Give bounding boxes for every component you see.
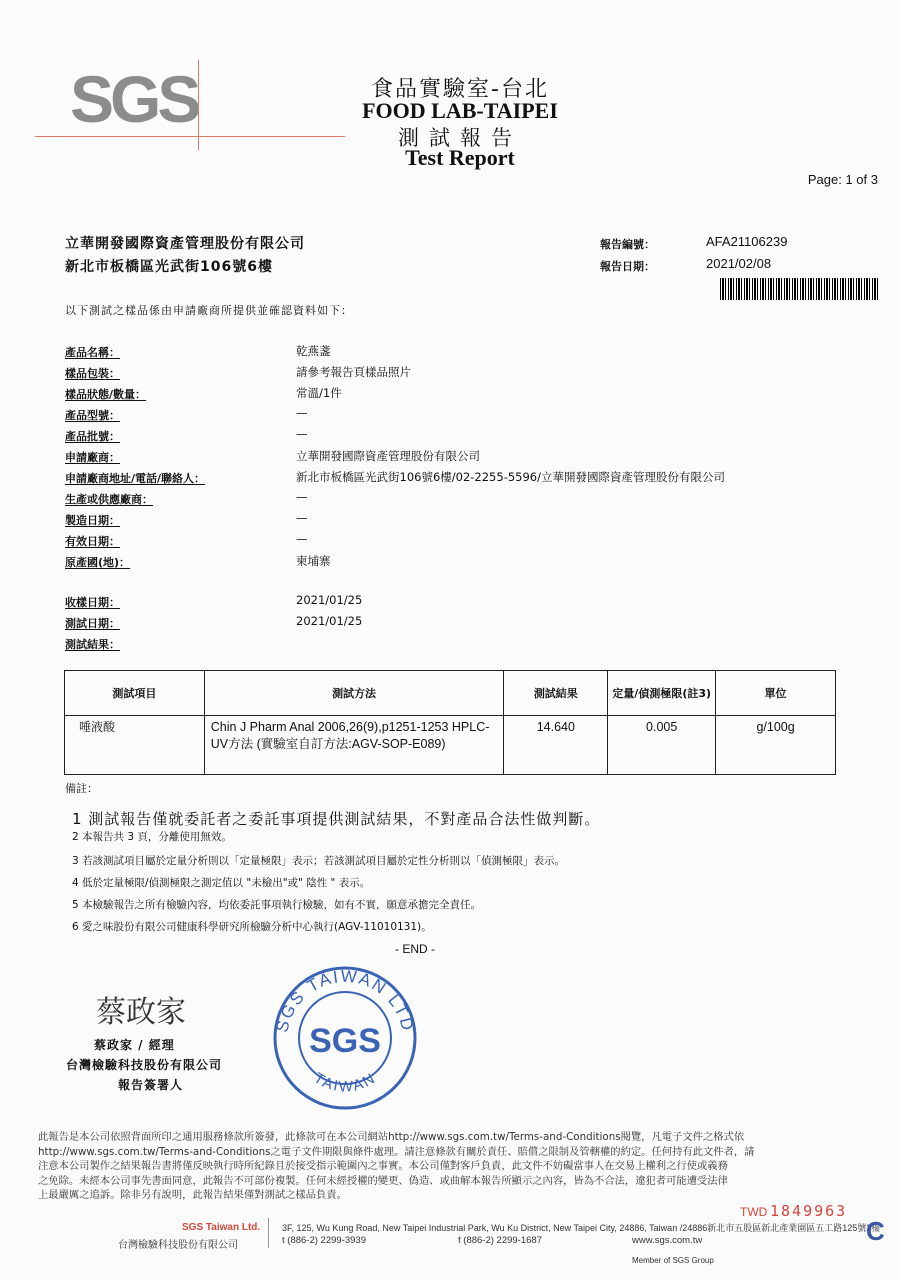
footer-line: 注意本公司製作之結果報告書將僅反映執行時所紀錄且於接受指示範圍內之事實。本公司僅對客戶負責，此文件不妨礙當事人在交易上權利之行使或義務 — [38, 1160, 728, 1172]
seal-top-text: SGS TAIWAN LTD — [272, 966, 418, 1035]
field-label: 產品名稱： — [65, 346, 120, 359]
note: 1 測試報告僅就委託者之委託事項提供測試結果，不對產品合法性做判斷。 — [72, 810, 601, 828]
note: 2 本報告共 3 頁，分離使用無效。 — [72, 831, 232, 843]
client-name: 立華開發國際資產管理股份有限公司 — [65, 236, 305, 252]
test-date: 2021/01/25 — [296, 614, 363, 628]
unit: g/100g — [716, 716, 836, 775]
field-label: 產品批號： — [65, 430, 120, 443]
report-date-label: 報告日期： — [600, 260, 655, 273]
logo-rule-vertical — [198, 60, 199, 150]
field-label: 申請廠商： — [65, 451, 120, 464]
column-header: 測試方法 — [204, 671, 504, 716]
footer-website: www.sgs.com.tw — [632, 1235, 703, 1246]
field-label: 申請廠商地址/電話/聯絡人： — [65, 472, 206, 485]
field-value: — — [296, 406, 308, 420]
results-table — [64, 670, 836, 775]
field-value: 請參考報告頁樣品照片 — [296, 365, 411, 379]
field-value: 乾燕盞 — [296, 344, 331, 358]
report-title-en: Test Report — [405, 145, 515, 170]
report-number: AFA21106239 — [706, 234, 788, 249]
footer-company-en: SGS Taiwan Ltd. — [182, 1222, 261, 1233]
lab-name-zh: 食品實驗室-台北 — [371, 77, 549, 102]
footer-company-zh: 台灣檢驗科技股份有限公司 — [118, 1240, 238, 1251]
column-header: 單位 — [716, 671, 836, 716]
field-label: 產品型號： — [65, 409, 120, 422]
report-date: 2021/02/08 — [706, 256, 772, 271]
signer-company: 台灣檢驗科技股份有限公司 — [66, 1058, 223, 1072]
footer-line: 上最嚴厲之追訴。除非另有說明，此報告結果僅對測試之樣品負責。 — [38, 1189, 347, 1201]
field-label: 樣品包裝： — [65, 367, 120, 380]
table-row — [65, 716, 836, 775]
footer-address: 3F, 125, Wu Kung Road, New Taipei Industrial Park, Wu Ku District, New Taipei City, 24886, Taiwan /24886新北市五股區新北產業園區五工路125號3樓 — [282, 1223, 881, 1233]
field-value: 常溫/1件 — [296, 386, 342, 400]
footer-divider — [268, 1218, 269, 1248]
lab-name-en: FOOD LAB-TAIPEI — [362, 98, 558, 123]
test-date-label: 測試日期： — [65, 617, 120, 630]
received-date: 2021/01/25 — [296, 593, 363, 607]
remark-label: 備註： — [65, 782, 98, 795]
detection-limit: 0.005 — [608, 716, 716, 775]
page-number: Page: 1 of 3 — [807, 172, 878, 187]
column-header: 測試項目 — [65, 671, 205, 716]
seal-bottom-text: TAIWAN — [310, 1069, 380, 1096]
logo-rule — [35, 136, 345, 137]
test-item: 唾液酸 — [65, 716, 205, 775]
signer-name: 蔡政家 / 經理 — [94, 1038, 175, 1052]
received-date-label: 收樣日期： — [65, 596, 120, 609]
intro-text: 以下測試之樣品係由申請廠商所提供並確認資料如下： — [65, 304, 353, 317]
table-header-row — [65, 671, 836, 716]
test-result-label: 測試結果： — [65, 638, 120, 651]
report-number-label: 報告編號： — [600, 238, 655, 251]
test-method: Chin J Pharm Anal 2006,26(9),p1251-1253 HPLC-UV方法 (實驗室自訂方法:AGV-SOP-E089) — [204, 716, 504, 775]
handwritten-signature: 蔡政家 — [96, 995, 186, 1030]
footer-disclaimer — [38, 1130, 863, 1203]
form-letter: C — [866, 1216, 885, 1246]
field-label: 樣品狀態/數量： — [65, 388, 147, 401]
field-value: — — [296, 532, 308, 546]
note: 5 本檢驗報告之所有檢驗內容，均依委託事項執行檢驗，如有不實，願意承擔完全責任。 — [72, 899, 482, 911]
field-label: 原產國(地)： — [65, 556, 131, 569]
sgs-logo-text: SGS — [70, 62, 198, 136]
footer-line: 此報告是本公司依照背面所印之通用服務條款所簽發，此條款可在本公司網站http://www.sgs.com.tw/Terms-and-Conditions閱覽，凡電子文件之格式依 — [38, 1131, 745, 1143]
field-value: 立華開發國際資產管理股份有限公司 — [296, 449, 480, 463]
field-value: — — [296, 490, 308, 504]
seal-center-text: SGS — [309, 1022, 381, 1060]
note: 3 若該測試項目屬於定量分析則以「定量極限」表示；若該測試項目屬於定性分析則以「偵測極限」表示。 — [72, 855, 566, 867]
end-marker: - END - — [395, 942, 435, 956]
column-header: 定量/偵測極限(註3) — [608, 671, 716, 716]
field-label: 有效日期： — [65, 535, 120, 548]
footer-phone: t (886-2) 2299-3939 — [282, 1235, 366, 1246]
barcode — [720, 278, 880, 300]
footer-fax: f (886-2) 2299-1687 — [458, 1235, 542, 1246]
serial-prefix: TWD — [740, 1205, 768, 1219]
footer-line: http://www.sgs.com.tw/Terms-and-Conditions之電子文件期限與條件處理。請注意條款有關於責任、賠償之限制及管轄權的約定。任何持有此文件者，請 — [38, 1145, 755, 1158]
field-value: 新北市板橋區光武街106號6樓/02-2255-5596/立華開發國際資產管理股份有限公司 — [296, 470, 725, 484]
member-of-sgs: Member of SGS Group — [632, 1256, 714, 1265]
report-title-zh: 測試報告 — [398, 126, 522, 150]
column-header: 測試結果 — [504, 671, 608, 716]
field-label: 生產或供應廠商： — [65, 493, 153, 506]
field-value: 柬埔寨 — [296, 554, 331, 568]
serial-number: 1849963 — [770, 1202, 848, 1220]
field-value: — — [296, 511, 308, 525]
client-address: 新北市板橋區光武街106號6樓 — [65, 259, 273, 275]
footer-line: 之免除。未經本公司事先書面同意，此報告不可部份複製。任何未經授權的變更、偽造、或曲解本報告所顯示之內容，皆為不合法，違犯者可能遭受法律 — [38, 1174, 728, 1187]
test-result: 14.640 — [504, 716, 608, 775]
field-label: 製造日期： — [65, 514, 120, 527]
sgs-seal-stamp — [265, 962, 425, 1112]
svg-text:TAIWAN — [311, 1069, 380, 1095]
field-value: — — [296, 427, 308, 441]
note: 4 低於定量極限/偵測極限之測定值以 "未檢出"或" 陰性 " 表示。 — [72, 877, 371, 889]
signer-role: 報告簽署人 — [118, 1078, 184, 1092]
note: 6 愛之味股份有限公司健康科學研究所檢驗分析中心執行(AGV-11010131)。 — [72, 921, 432, 933]
